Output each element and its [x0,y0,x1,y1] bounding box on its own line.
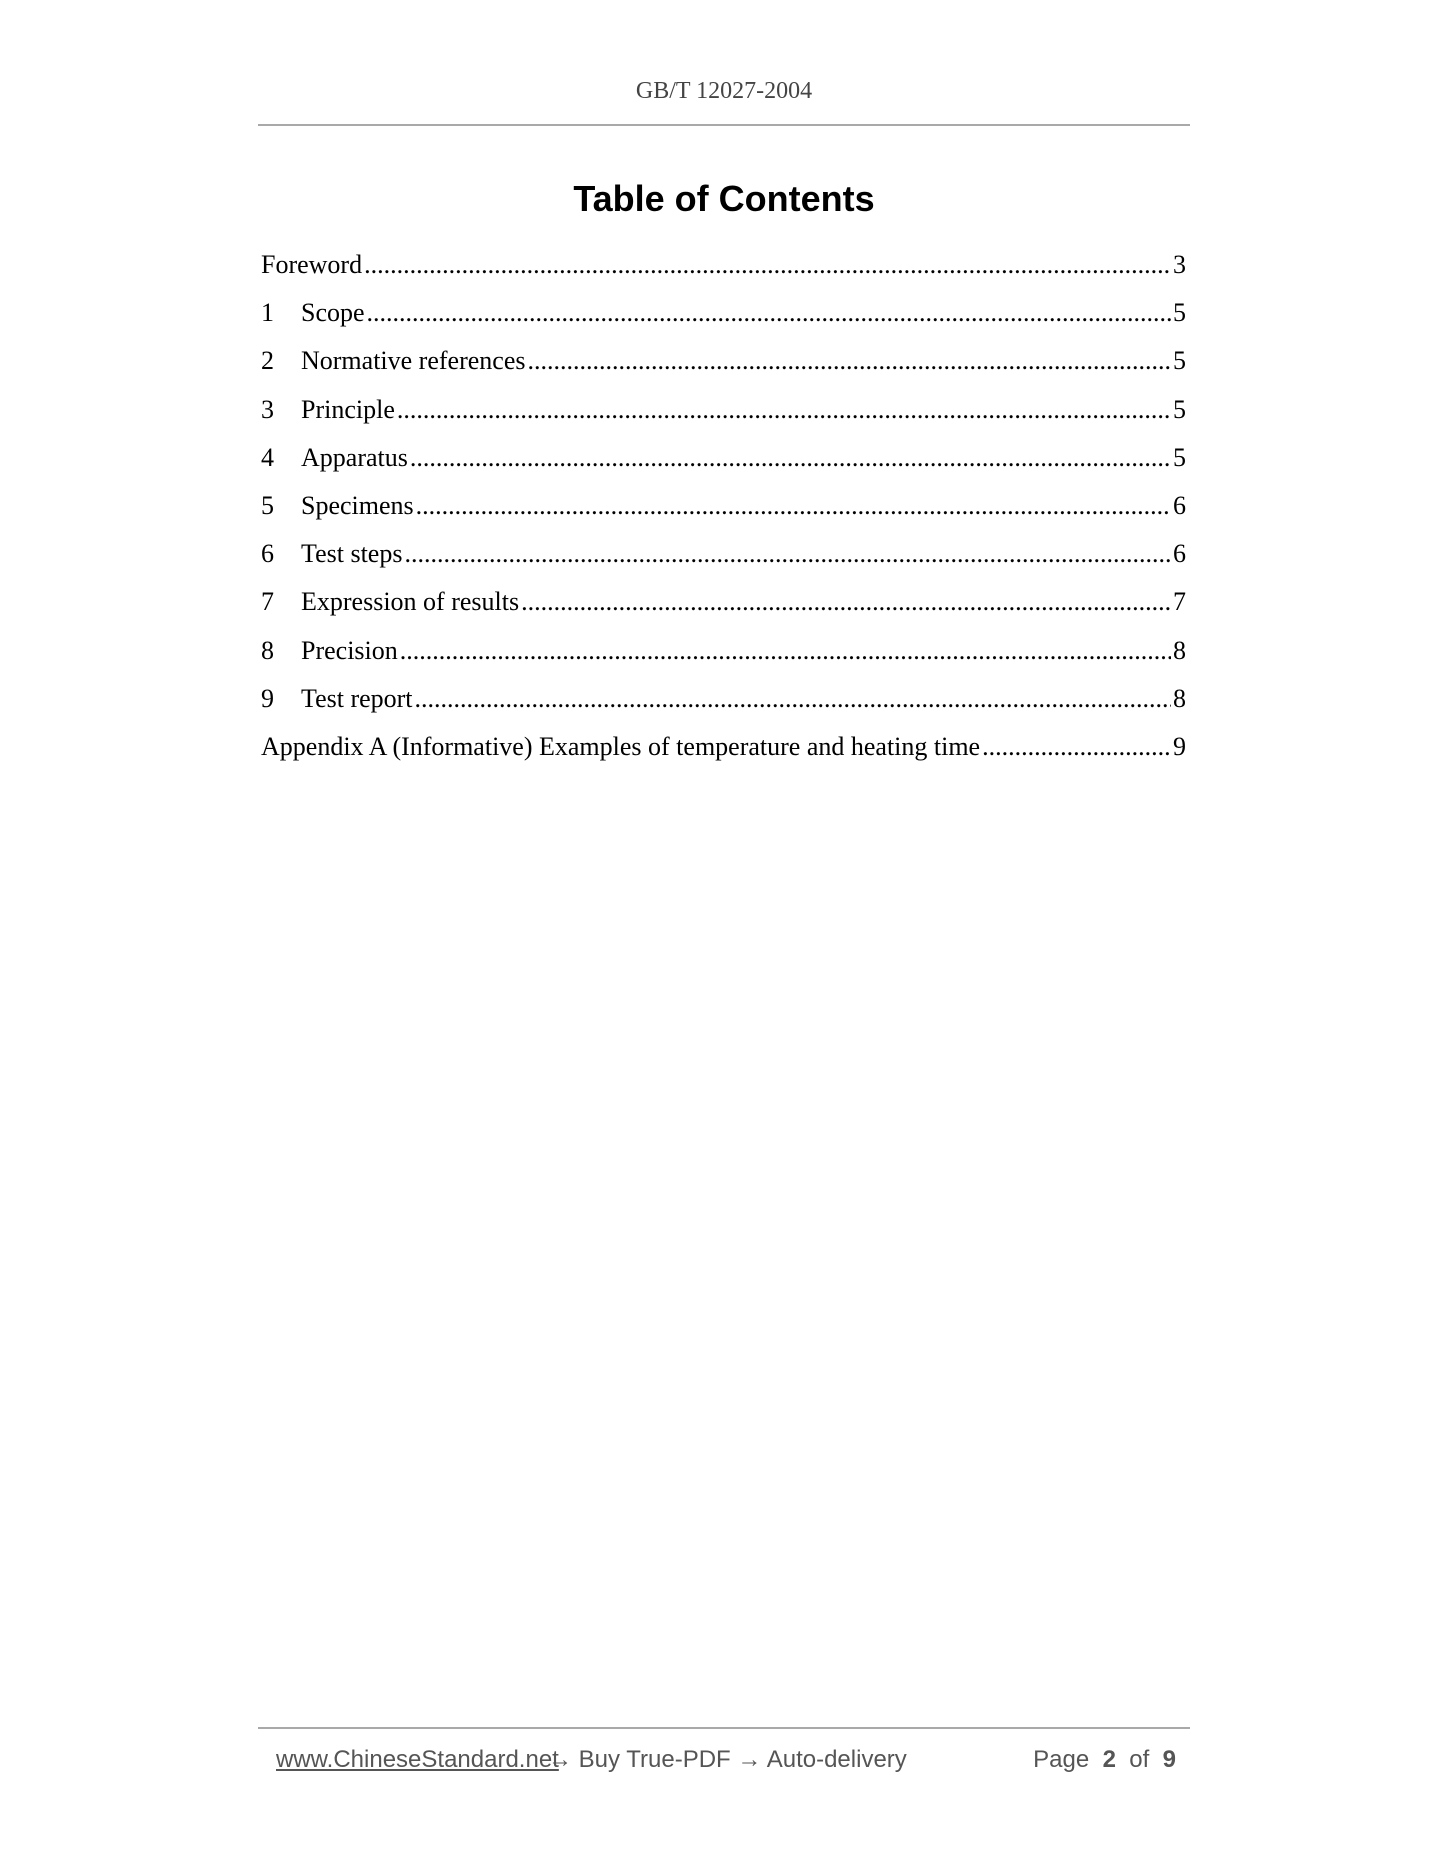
toc-entry-number: 1 [261,298,274,328]
toc-entry-label: Normative references [301,346,526,376]
toc-leader-dots [416,489,1171,523]
toc-entry-scope[interactable] [261,296,1186,344]
toc-entry-page: 6 [1173,490,1186,520]
toc-entry-page: 5 [1173,298,1186,328]
toc-entry-label: Specimens [301,490,414,520]
toc-entry-number: 9 [261,683,274,713]
toc-entry-number: 8 [261,635,274,665]
toc-entry-page: 9 [1173,731,1186,761]
toc-entry-page: 8 [1173,635,1186,665]
document-code-header: GB/T 12027-2004 [635,78,813,104]
toc-entry-label: Foreword [261,250,363,279]
toc-leader-dots [521,585,1171,619]
of-word: of [1129,1746,1150,1773]
toc-leader-dots [404,537,1171,571]
toc-leader-dots [982,730,1171,764]
toc-entry-page: 5 [1173,442,1186,472]
toc-entry-number: 5 [261,490,274,520]
toc-entry-expression-of-results[interactable] [261,585,1186,633]
toc-entry-page: 6 [1173,539,1186,569]
toc-leader-dots [397,393,1171,427]
toc-entry-label: Test report [301,683,413,713]
toc-leader-dots [527,344,1171,378]
toc-entry-label: Precision [301,635,398,665]
page-word: Page [1033,1746,1090,1773]
toc-entry-normative-references[interactable] [261,344,1186,392]
current-page-number: 2 [1102,1746,1116,1773]
buy-pdf-text: → Buy True-PDF → Auto-delivery [548,1746,907,1773]
website-link[interactable]: www.ChineseStandard.net [276,1746,559,1773]
toc-entry-label: Scope [301,298,365,328]
toc-leader-dots [415,682,1171,716]
table-of-contents [261,248,1186,778]
toc-entry-foreword[interactable] [261,248,1186,296]
page-title: Table of Contents [573,178,875,219]
toc-entry-principle[interactable] [261,393,1186,441]
toc-entry-number: 7 [261,587,274,617]
toc-entry-test-steps[interactable] [261,537,1186,585]
toc-leader-dots [364,248,1171,282]
toc-entry-number: 6 [261,539,274,569]
toc-entry-label: Principle [301,394,395,424]
toc-entry-label: Apparatus [301,442,408,472]
toc-entry-label: Appendix A (Informative) Examples of temperature and heating time [261,731,981,761]
header-rule [258,124,1190,126]
toc-leader-dots [367,296,1171,330]
toc-entry-page: 5 [1173,394,1186,424]
footer-rule [258,1727,1190,1729]
total-page-number: 9 [1162,1746,1176,1773]
toc-entry-appendix-a[interactable] [261,730,1186,778]
toc-leader-dots [400,634,1171,668]
toc-entry-page: 8 [1173,683,1186,713]
toc-leader-dots [410,441,1171,475]
toc-entry-number: 4 [261,442,274,472]
toc-entry-apparatus[interactable] [261,441,1186,489]
toc-entry-number: 3 [261,394,274,424]
page-footer [276,1746,1176,1782]
toc-entry-page: 7 [1173,587,1186,617]
page-number-indicator [1033,1746,1176,1774]
toc-entry-page: 5 [1173,346,1186,376]
toc-entry-label: Expression of results [301,587,520,617]
toc-entry-specimens[interactable] [261,489,1186,537]
toc-entry-label: Test steps [301,539,403,569]
toc-entry-precision[interactable] [261,634,1186,682]
toc-entry-test-report[interactable] [261,682,1186,730]
toc-entry-page: 3 [1173,250,1186,279]
toc-entry-number: 2 [261,346,274,376]
